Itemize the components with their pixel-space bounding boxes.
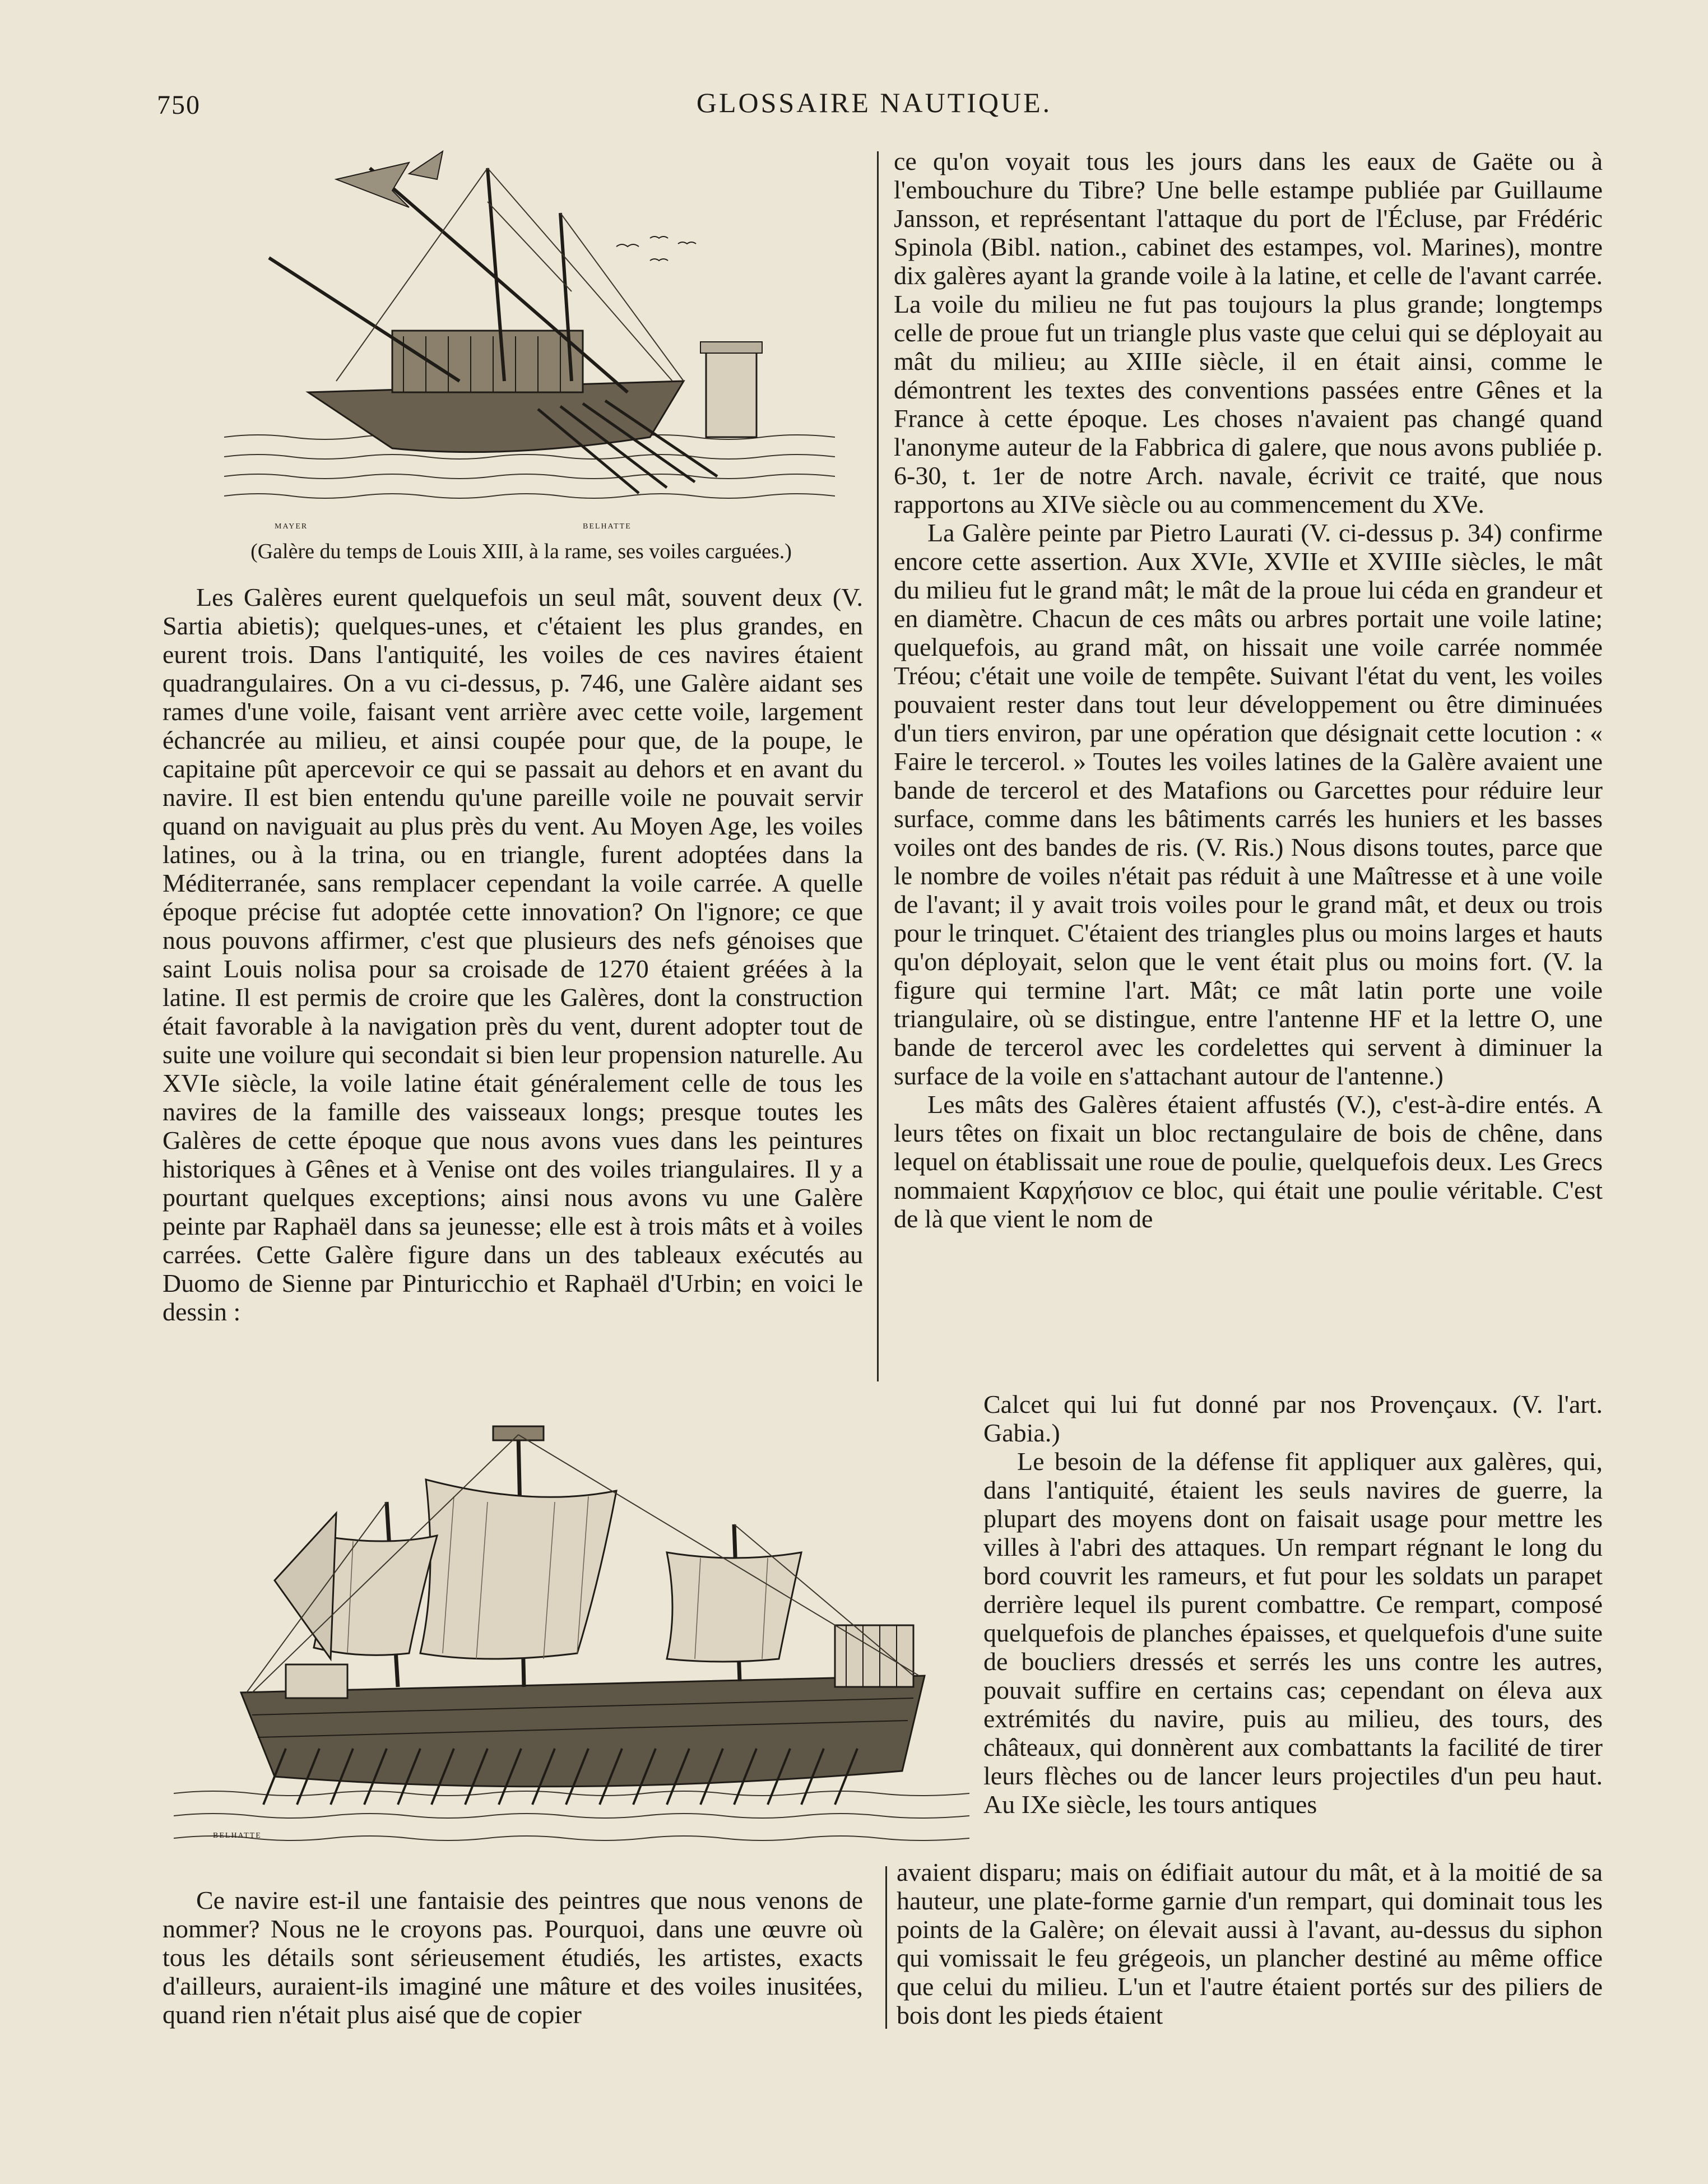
- right-paragraph-3: Les mâts des Galères étaient affustés (V.), c'est-à-dire entés. A leurs têtes on fixait un bloc rectangulaire de bois de chêne, dans lequel on établissait une roue de poulie, quelquefois deux. Les Grecs nommaient Καρχήσιον ce bloc, qui était une poulie véritable. C'est de là que vient le nom de: [894, 1090, 1603, 1233]
- right-paragraph-2: La Galère peinte par Pietro Laurati (V. ci-dessus p. 34) confirme encore cette assertion. Aux XVIe, XVIIe et XVIIIe siècles, le mât du milieu fut le grand mât; le mât de la proue lui céda en grandeur et en diamètre. Chacun de ces mâts ou arbres portait une voile latine; quelquefois, au grand mât, on hissait une voile carrée nommée Tréou; c'était une voile de tempête. Suivant l'état du vent, les voiles pouvaient rester dans tout leur développement ou être diminuées d'un tiers environ, par une opération que désignait cette locution : « Faire le tercerol. » Toutes les voiles latines de la Galère avaient une bande de tercerol et des Matafions ou Garcettes pour réduire leur surface, comme dans les bâtiments carrés les huniers et les basses voiles ont des bandes de ris. (V. Ris.) Nous disons toutes, parce que le nombre de voiles n'était pas réduit à une Maîtresse et à une voile de l'avant; il y avait trois voiles pour le grand mât, et deux ou trois pour le trinquet. C'étaient des triangles plus ou moins larges et hauts qu'on déployait, selon que le vent était plus ou moins fort. (V. la figure qui termine l'art. Mât; ce mât latin porte une voile triangulaire, où se distingue, entre l'antenne HF et la lettre O, une bande de tercerol avec les cordelettes qui servent à diminuer la surface de la voile en s'attachant autour de l'antenne.): [894, 518, 1603, 1090]
- left-column-upper: [163, 583, 863, 1326]
- right-paragraph-3b: Calcet qui lui fut donné par nos Provençaux. (V. l'art. Gabia.): [983, 1390, 1603, 1447]
- right-column-wrapped: [983, 1390, 1603, 1819]
- galley-louis-xiii-drawing: [224, 146, 835, 532]
- engraver-signature-left: MAYER: [275, 522, 308, 531]
- figure-caption-top: (Galère du temps de Louis XIII, à la rame, ses voiles carguées.): [250, 540, 792, 563]
- column-rule-lower: [885, 1866, 887, 2029]
- right-column-lower: [897, 1858, 1603, 2029]
- column-rule-upper: [877, 151, 879, 1381]
- running-title: GLOSSAIRE NAUTIQUE.: [696, 87, 1052, 118]
- left-column-lower: [163, 1886, 863, 2029]
- left-paragraph-1: Les Galères eurent quelquefois un seul mât, souvent deux (V. Sartia abietis); quelques-unes, et c'étaient les plus grandes, en eurent trois. Dans l'antiquité, les voiles de ces navires étaient quadrangulaires. On a vu ci-dessus, p. 746, une Galère aidant ses rames d'une voile, faisant vent arrière avec cette voile, largement échancrée au milieu, et ainsi coupée pour que, de la poupe, le capitaine pût apercevoir ce qui se passait au dehors et en avant du navire. Il est bien entendu qu'une pareille voile ne pouvait servir quand on naviguait au plus près du vent. Au Moyen Age, les voiles latines, ou à la trina, ou en triangle, furent adoptées dans la Méditerranée, sans remplacer cependant la voile carrée. A quelle époque précise fut adoptée cette innovation? On l'ignore; ce que nous pouvons affirmer, c'est que plusieurs des nefs génoises que saint Louis nolisa pour sa croisade de 1270 étaient gréées à la latine. Il est permis de croire que les Galères, dont la construction était favorable à la navigation près du vent, durent adopter tout de suite une voilure qui secondait si bien leur propension naturelle. Au XVIe siècle, la voile latine était généralement celle de tous les navires de la famille des vaisseaux longs; presque toutes les Galères de cette époque que nous avons vues dans les peintures historiques à Gênes et à Venise ont des voiles triangulaires. Il y a pourtant quelques exceptions; ainsi nous avons vu une Galère peinte par Raphaël dans sa jeunesse; elle est à trois mâts et à voiles carrées. Cette Galère figure dans un des tableaux exécutés au Duomo de Sienne par Pinturicchio et Raphaël d'Urbin; en voici le dessin :: [163, 583, 863, 1326]
- galley-pinturicchio-drawing: [174, 1412, 969, 1861]
- engraving-galley-pinturicchio: [174, 1412, 969, 1861]
- right-paragraph-1: ce qu'on voyait tous les jours dans les eaux de Gaëte ou à l'embouchure du Tibre? Une belle estampe publiée par Guillaume Jansson, et représentant l'attaque du port de l'Écluse, par Frédéric Spinola (Bibl. nation., cabinet des estampes, vol. Marines), montre dix galères ayant la grande voile à la latine, et celle de l'avant carrée. La voile du milieu ne fut pas toujours la plus grande; longtemps celle de proue fut un triangle plus vaste que celui qui se déployait au mât du milieu; au XIIIe siècle, il en était ainsi, comme le démontrent les textes des conventions passées entre Gênes et la France à cette époque. Les choses n'avaient pas changé quand l'anonyme auteur de la Fabbrica di galere, que nous avons publiée p. 6-30, t. 1er de notre Arch. navale, écrivit ce traité, que nous rapportons au XIVe siècle ou au commencement du XVe.: [894, 147, 1603, 518]
- right-paragraph-4b: avaient disparu; mais on édifiait autour du mât, et à la moitié de sa hauteur, une plate-forme garnie d'un rempart, qui dominait tous les points de la Galère; on élevait aussi à l'avant, au-dessus du siphon qui vomissait le feu grégeois, un plancher destiné au même office que celui du milieu. L'un et l'autre étaient portés sur des piliers de bois dont les pieds étaient: [897, 1858, 1603, 2029]
- page-header: [146, 84, 1603, 123]
- right-column-upper: [894, 147, 1603, 1233]
- engraver-signature-bottom: BELHATTE: [213, 1831, 262, 1840]
- engraver-signature-right: BELHATTE: [583, 522, 632, 531]
- page-number: 750: [157, 90, 201, 120]
- right-paragraph-4a: Le besoin de la défense fit appliquer aux galères, qui, dans l'antiquité, étaient les seuls navires de guerre, la plupart des moyens dont on faisait usage pour mettre les villes à l'abri des attaques. Un rempart régnant le long du bord couvrit les rameurs, et fut pour les soldats un parapet derrière lequel ils purent combattre. Ce rempart, composé quelquefois de planches épaisses, et quelquefois d'une suite de boucliers dressés et serrés les uns contre les autres, pouvait suffire en certains cas; cependant on éleva aux extrémités du navire, puis au milieu, des tours, des châteaux, qui donnèrent aux combattants la facilité de tirer leurs flèches ou de lancer leurs projectiles d'un peu haut. Au IXe siècle, les tours antiques: [983, 1447, 1603, 1819]
- left-paragraph-2: Ce navire est-il une fantaisie des peintres que nous venons de nommer? Nous ne le croyons pas. Pourquoi, dans une œuvre où tous les détails sont sérieusement étudiés, les artistes, exacts d'ailleurs, auraient-ils imaginé une mâture et des voiles inusitées, quand rien n'était plus aisé que de copier: [163, 1886, 863, 2029]
- engraving-galley-louis-xiii: [224, 146, 835, 532]
